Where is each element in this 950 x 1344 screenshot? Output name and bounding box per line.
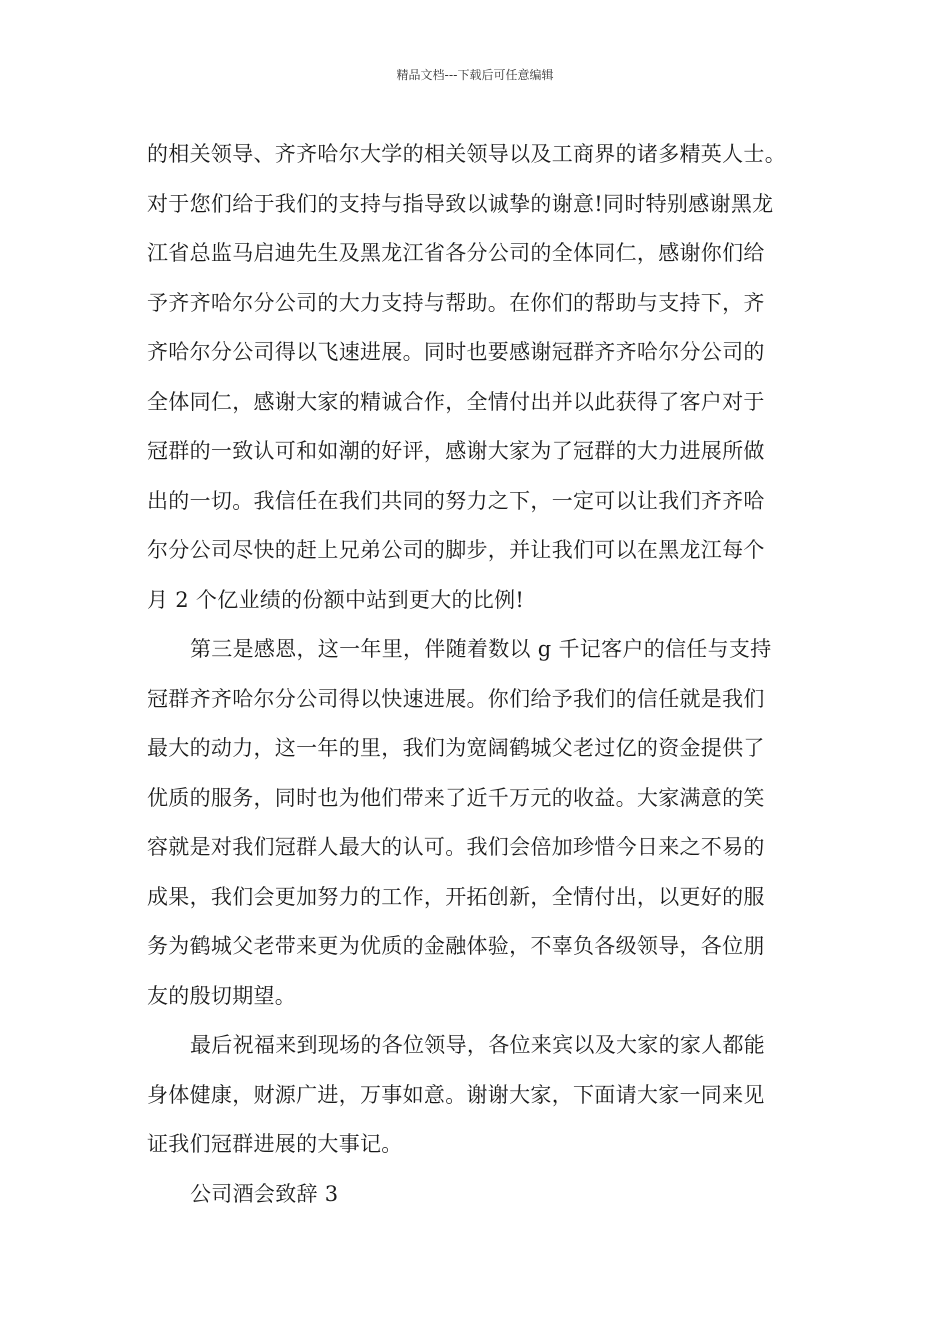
text-line: 尔分公司尽快的赶上兄弟公司的脚步，并让我们可以在黑龙江每个 bbox=[147, 538, 765, 562]
text-line: 出的一切。我信任在我们共同的努力之下，一定可以让我们齐齐哈 bbox=[147, 488, 765, 513]
text-line: 证我们冠群进展的大事记。 bbox=[147, 1132, 403, 1156]
text-line: 务为鹤城父老带来更为优质的金融体验，不辜负各级领导，各位朋 bbox=[147, 934, 765, 958]
text-line: 的相关领导、齐齐哈尔大学的相关领导以及工商界的诸多精英人士。 bbox=[147, 142, 786, 166]
text-line: 冠群的一致认可和如潮的好评，感谢大家为了冠群的大力进展所做 bbox=[147, 439, 765, 463]
text-line: 优质的服务，同时也为他们带来了近千万元的收益。大家满意的笑 bbox=[147, 785, 765, 810]
section-heading: 公司酒会致辞 3 bbox=[190, 1181, 339, 1206]
page-header: 精品文档---下载后可任意编辑 bbox=[396, 68, 554, 82]
text-line: 齐哈尔分公司得以飞速进展。同时也要感谢冠群齐齐哈尔分公司的 bbox=[147, 340, 765, 364]
text-line: 容就是对我们冠群人最大的认可。我们会倍加珍惜今日来之不易的 bbox=[147, 835, 765, 859]
text-line: 予齐齐哈尔分公司的大力支持与帮助。在你们的帮助与支持下，齐 bbox=[147, 290, 765, 315]
text-line: 身体健康，财源广进，万事如意。谢谢大家，下面请大家一同来见 bbox=[147, 1082, 765, 1107]
paragraph-start-line: 第三是感恩，这一年里，伴随着数以 g 千记客户的信任与支持 bbox=[190, 637, 772, 661]
document-body bbox=[147, 130, 807, 1219]
text-line: 冠群齐齐哈尔分公司得以快速进展。你们给予我们的信任就是我们 bbox=[147, 686, 765, 711]
text-line: 友的殷切期望。 bbox=[147, 983, 297, 1008]
text-line: 对于您们给于我们的支持与指导致以诚挚的谢意!同时特别感谢黑龙 bbox=[147, 191, 774, 216]
text-line: 月 2 个亿业绩的份额中站到更大的比例! bbox=[147, 587, 525, 612]
text-line: 江省总监马启迪先生及黑龙江省各分公司的全体同仁，感谢你们给 bbox=[147, 241, 765, 265]
text-line: 成果，我们会更加努力的工作，开拓创新，全情付出，以更好的服 bbox=[147, 884, 765, 909]
paragraph-start-line: 最后祝福来到现场的各位领导，各位来宾以及大家的家人都能 bbox=[190, 1033, 766, 1057]
text-line: 全体同仁，感谢大家的精诚合作，全情付出并以此获得了客户对于 bbox=[147, 389, 765, 414]
text-line: 最大的动力，这一年的里，我们为宽阔鹤城父老过亿的资金提供了 bbox=[147, 736, 765, 760]
